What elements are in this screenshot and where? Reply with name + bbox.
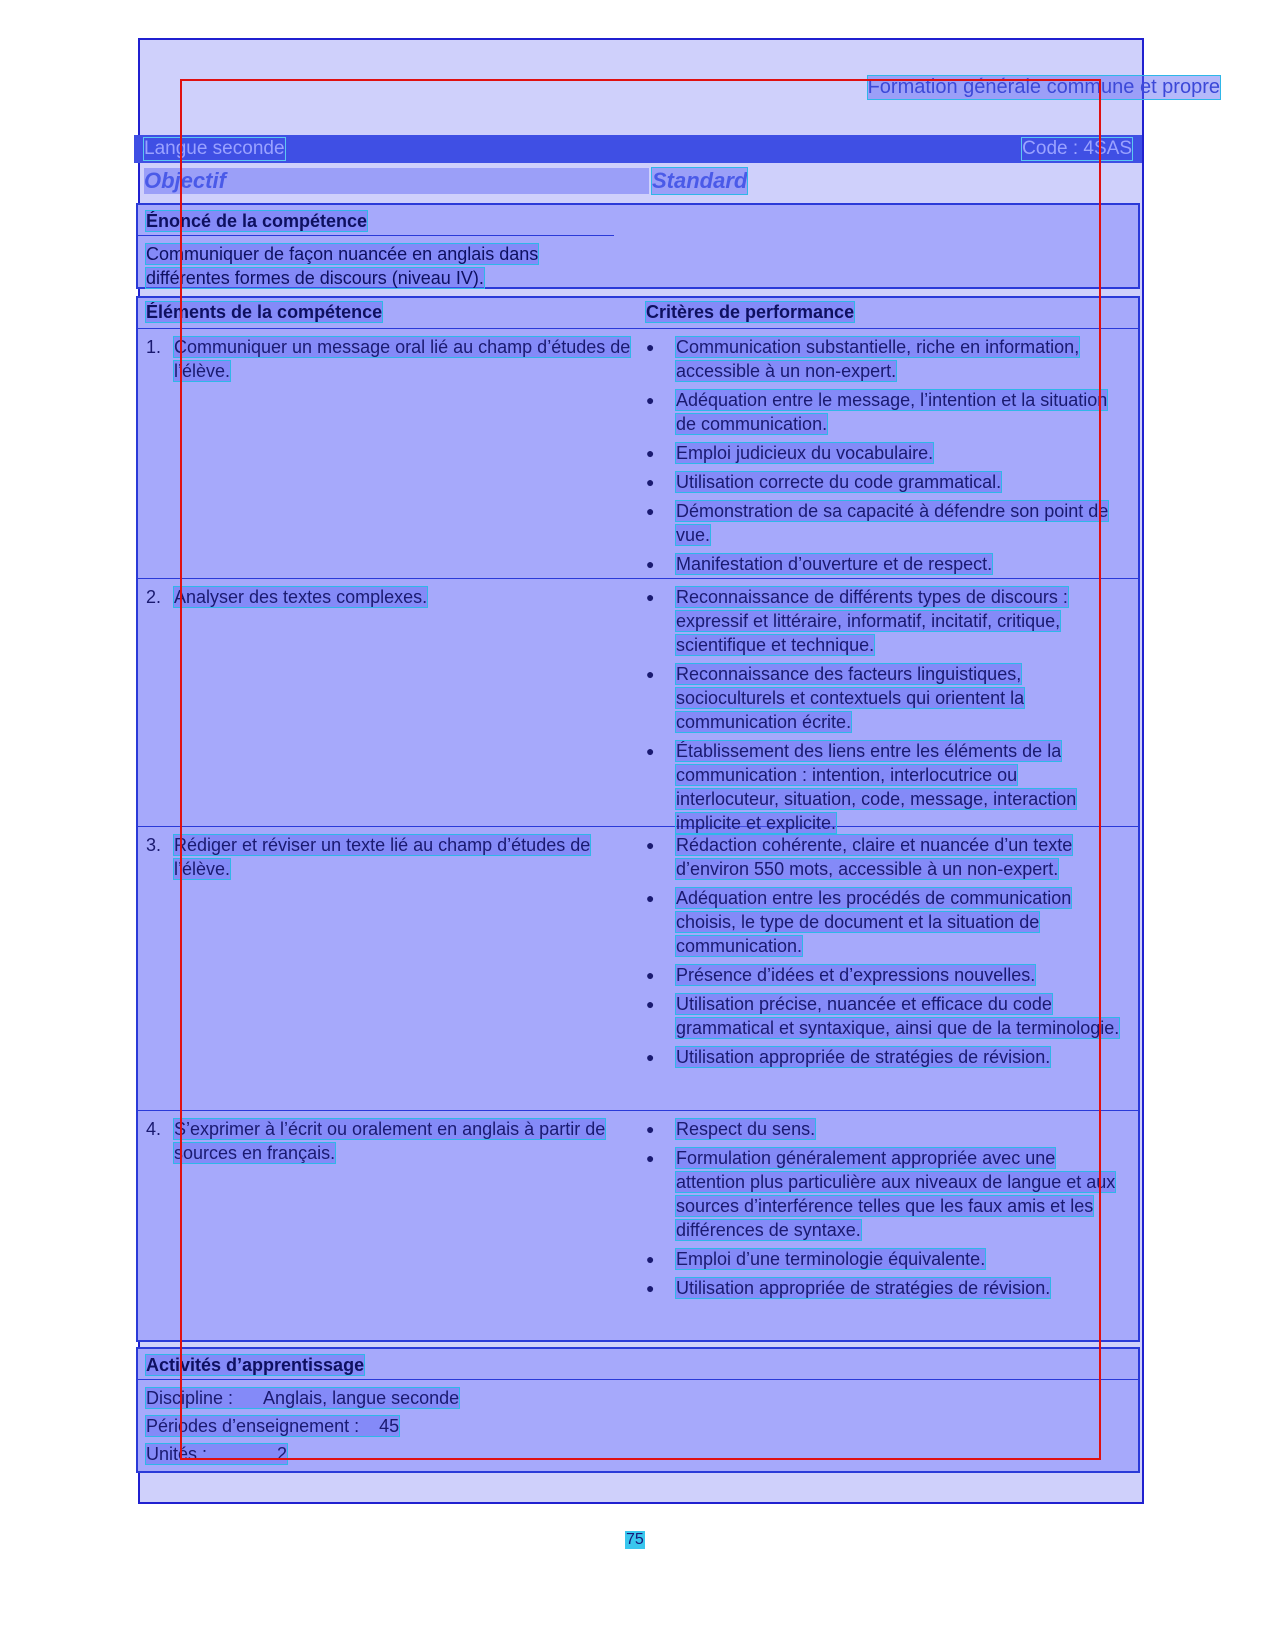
objective-heading: Objectif bbox=[144, 168, 226, 193]
standard-heading: Standard bbox=[652, 168, 748, 193]
criterion-item bbox=[646, 886, 1130, 958]
competence-element bbox=[146, 1117, 646, 1296]
activities-heading: Activités d’apprentissage bbox=[146, 1355, 365, 1375]
document-header: Formation générale commune et propre bbox=[867, 76, 1220, 98]
criterion-item bbox=[646, 662, 1130, 734]
criterion-text: Emploi judicieux du vocabulaire. bbox=[676, 443, 934, 463]
competence-element bbox=[146, 335, 646, 574]
periods-line bbox=[146, 1412, 1130, 1440]
criterion-text: Utilisation appropriée de stratégies de révision. bbox=[676, 1047, 1051, 1067]
table-body bbox=[138, 328, 1138, 1300]
criterion-text: Respect du sens. bbox=[676, 1119, 816, 1139]
bullet-icon: ● bbox=[646, 1280, 655, 1296]
criterion-item bbox=[646, 1146, 1130, 1242]
course-name: Langue seconde bbox=[144, 138, 285, 159]
criterion-item bbox=[646, 470, 1130, 494]
criterion-item bbox=[646, 552, 1130, 576]
units-label: Unités : bbox=[146, 1444, 208, 1464]
bullet-icon: ● bbox=[646, 556, 655, 572]
criterion-text: Démonstration de sa capacité à défendre son point de vue. bbox=[676, 501, 1109, 545]
bullet-icon: ● bbox=[646, 1049, 655, 1065]
element-number: 2. bbox=[146, 587, 162, 607]
table-row bbox=[138, 1110, 1138, 1300]
element-text: Communiquer un message oral lié au champ d’études de l’élève. bbox=[174, 337, 631, 381]
activities-details bbox=[138, 1379, 1138, 1472]
course-band bbox=[134, 135, 1142, 163]
criterion-item bbox=[646, 833, 1130, 881]
criterion-text: Utilisation précise, nuancée et efficace du code grammatical et syntaxique, ainsi que de la terminologie. bbox=[676, 994, 1120, 1038]
element-number: 3. bbox=[146, 835, 162, 855]
discipline-line bbox=[146, 1384, 1130, 1412]
table-header bbox=[138, 298, 1138, 328]
bullet-icon: ● bbox=[646, 1150, 655, 1166]
competence-element bbox=[146, 585, 646, 822]
table-row bbox=[138, 328, 1138, 578]
bullet-icon: ● bbox=[646, 503, 655, 519]
performance-criteria bbox=[646, 585, 1130, 833]
units-value: 2 bbox=[277, 1444, 288, 1464]
criterion-item bbox=[646, 1276, 1130, 1300]
bullet-icon: ● bbox=[646, 837, 655, 853]
bullet-icon: ● bbox=[646, 1121, 655, 1137]
criterion-text: Utilisation correcte du code grammatical. bbox=[676, 472, 1002, 492]
criterion-item bbox=[646, 1247, 1130, 1271]
criterion-item bbox=[646, 992, 1130, 1040]
element-number: 4. bbox=[146, 1119, 162, 1139]
criterion-text: Établissement des liens entre les éléments de la communication : intention, interlocutrice ou interlocuteur, situation, code, message, interaction implicite et explicite. bbox=[676, 741, 1077, 833]
periods-value: 45 bbox=[379, 1416, 400, 1436]
element-text: Rédiger et réviser un texte lié au champ d’études de l’élève. bbox=[174, 835, 591, 879]
criterion-text: Formulation généralement appropriée avec une attention plus particulière aux niveaux de langue et aux sources d’interférence telles que les faux amis et les différences de syntaxe. bbox=[676, 1148, 1116, 1240]
bullet-icon: ● bbox=[646, 1251, 655, 1267]
criterion-text: Reconnaissance de différents types de discours : expressif et littéraire, informatif, incitatif, critique, scientifique et technique. bbox=[676, 587, 1068, 655]
activities-section bbox=[136, 1347, 1140, 1473]
criterion-item bbox=[646, 335, 1130, 383]
competence-table bbox=[136, 296, 1140, 1342]
criterion-text: Présence d’idées et d’expressions nouvelles. bbox=[676, 965, 1036, 985]
discipline-value: Anglais, langue seconde bbox=[263, 1388, 460, 1408]
table-row bbox=[138, 826, 1138, 1110]
subheadings bbox=[144, 168, 1134, 196]
periods-label: Périodes d’enseignement : bbox=[146, 1416, 360, 1436]
criterion-item bbox=[646, 585, 1130, 657]
criterion-item bbox=[646, 441, 1130, 465]
table-row bbox=[138, 578, 1138, 833]
criterion-text: Emploi d’une terminologie équivalente. bbox=[676, 1249, 986, 1269]
statement-heading: Énoncé de la compétence bbox=[146, 211, 368, 231]
discipline-label: Discipline : bbox=[146, 1388, 234, 1408]
criterion-text: Adéquation entre le message, l’intention et la situation de communication. bbox=[676, 390, 1108, 434]
criterion-item bbox=[646, 499, 1130, 547]
performance-criteria bbox=[646, 335, 1130, 574]
performance-criteria bbox=[646, 833, 1130, 1106]
criterion-item bbox=[646, 963, 1130, 987]
course-code: Code : 4SAS bbox=[1022, 138, 1132, 159]
page-number: 75 bbox=[626, 1531, 644, 1548]
criteria-column-header: Critères de performance bbox=[646, 302, 855, 322]
element-text: S’exprimer à l’écrit ou oralement en anglais à partir de sources en français. bbox=[174, 1119, 606, 1163]
bullet-icon: ● bbox=[646, 589, 655, 605]
criterion-text: Manifestation d’ouverture et de respect. bbox=[676, 554, 993, 574]
criterion-item bbox=[646, 739, 1130, 835]
bullet-icon: ● bbox=[646, 339, 655, 355]
bullet-icon: ● bbox=[646, 392, 655, 408]
criterion-item bbox=[646, 1117, 1130, 1141]
competence-element bbox=[146, 833, 646, 1106]
criterion-item bbox=[646, 388, 1130, 436]
criterion-text: Adéquation entre les procédés de communication choisis, le type de document et la situation de communication. bbox=[676, 888, 1072, 956]
criterion-text: Reconnaissance des facteurs linguistiques, socioculturels et contextuels qui orientent la communication écrite. bbox=[676, 664, 1025, 732]
statement-section bbox=[136, 203, 1140, 289]
elements-column-header: Éléments de la compétence bbox=[146, 302, 383, 322]
performance-criteria bbox=[646, 1117, 1130, 1296]
bullet-icon: ● bbox=[646, 967, 655, 983]
bullet-icon: ● bbox=[646, 445, 655, 461]
bullet-icon: ● bbox=[646, 743, 655, 759]
bullet-icon: ● bbox=[646, 996, 655, 1012]
criterion-item bbox=[646, 1045, 1130, 1069]
statement-text: Communiquer de façon nuancée en anglais dans différentes formes de discours (niveau IV). bbox=[138, 235, 614, 296]
bullet-icon: ● bbox=[646, 474, 655, 490]
bullet-icon: ● bbox=[646, 666, 655, 682]
element-text: Analyser des textes complexes. bbox=[174, 587, 428, 607]
criterion-text: Utilisation appropriée de stratégies de révision. bbox=[676, 1278, 1051, 1298]
units-line bbox=[146, 1440, 1130, 1468]
criterion-text: Rédaction cohérente, claire et nuancée d’un texte d’environ 550 mots, accessible à un non-expert. bbox=[676, 835, 1073, 879]
element-number: 1. bbox=[146, 337, 162, 357]
criterion-text: Communication substantielle, riche en information, accessible à un non-expert. bbox=[676, 337, 1080, 381]
bullet-icon: ● bbox=[646, 890, 655, 906]
